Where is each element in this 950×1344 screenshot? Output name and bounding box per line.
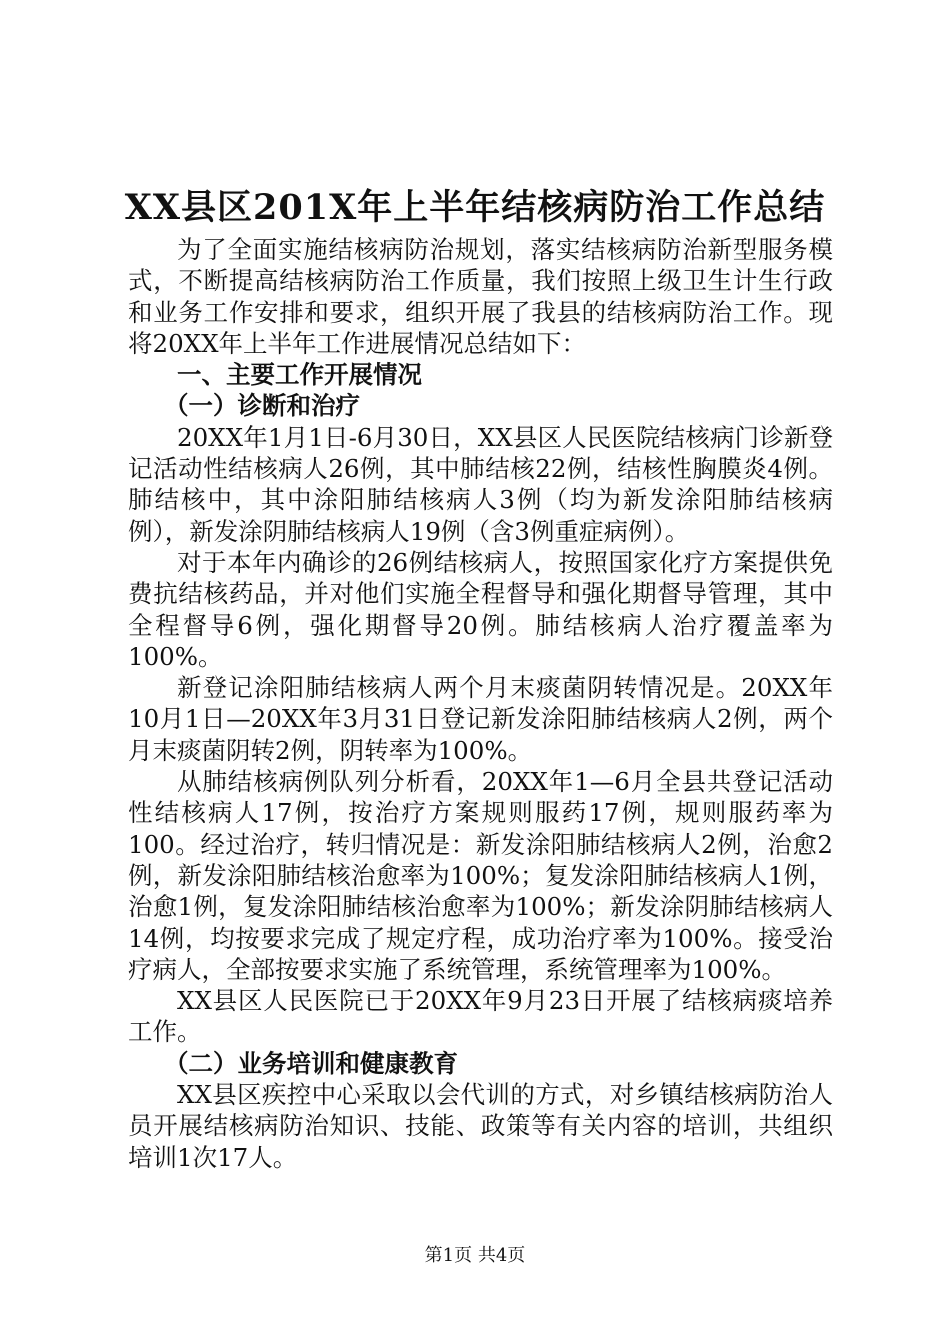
body-paragraph: 新登记涂阳肺结核病人两个月末痰菌阴转情况是。20XX年10月1日—20XX年3月31日登记新发涂阳肺结核病人2例，两个月末痰菌阴转2例，阴转率为100%。 <box>128 673 833 765</box>
body-paragraph: 从肺结核病例队列分析看，20XX年1—6月全县共登记活动性结核病人17例，按治疗方案规则服药17例，规则服药率为100。经过治疗，转归情况是：新发涂阳肺结核病人2例，治愈2例，新发涂阳肺结核治愈率为100%；复发涂阳肺结核病人1例，治愈1例，复发涂阳肺结核治愈率为100%；新发涂阴肺结核病人14例，均按要求完成了规定疗程，成功治疗率为100%。接受治疗病人，全部按要求实施了系统管理，系统管理率为100%。 <box>128 767 833 984</box>
body-paragraph: XX县区人民医院已于20XX年9月23日开展了结核病痰培养工作。 <box>128 986 833 1047</box>
document-body <box>128 234 833 1173</box>
intro-paragraph: 为了全面实施结核病防治规划，落实结核病防治新型服务模式，不断提高结核病防治工作质量，我们按照上级卫生计生行政和业务工作安排和要求，组织开展了我县的结核病防治工作。现将20XX年上半年工作进展情况总结如下： <box>128 235 833 358</box>
body-paragraph: XX县区疾控中心采取以会代训的方式，对乡镇结核病防治人员开展结核病防治知识、技能、政策等有关内容的培训，共组织培训1次17人。 <box>128 1080 833 1172</box>
body-paragraph: 对于本年内确诊的26例结核病人，按照国家化疗方案提供免费抗结核药品，并对他们实施全程督导和强化期督导管理，其中全程督导6例，强化期督导20例。肺结核病人治疗覆盖率为100%。 <box>128 547 833 671</box>
page-number: 第1页 共4页 <box>424 1245 526 1266</box>
body-paragraph: 20XX年1月1日-6月30日，XX县区人民医院结核病门诊新登记活动性结核病人26例，其中肺结核22例，结核性胸膜炎4例。肺结核中，其中涂阳肺结核病人3例（均为新发涂阳肺结核病例），新发涂阴肺结核病人19例（含3例重症病例）。 <box>128 422 833 546</box>
subsection-heading: （一）诊断和治疗 <box>164 391 360 421</box>
document-title: XX县区201X年上半年结核病防治工作总结 <box>124 187 826 228</box>
section-heading: 一、主要工作开展情况 <box>177 360 422 390</box>
subsection-heading: （二）业务培训和健康教育 <box>164 1048 458 1078</box>
